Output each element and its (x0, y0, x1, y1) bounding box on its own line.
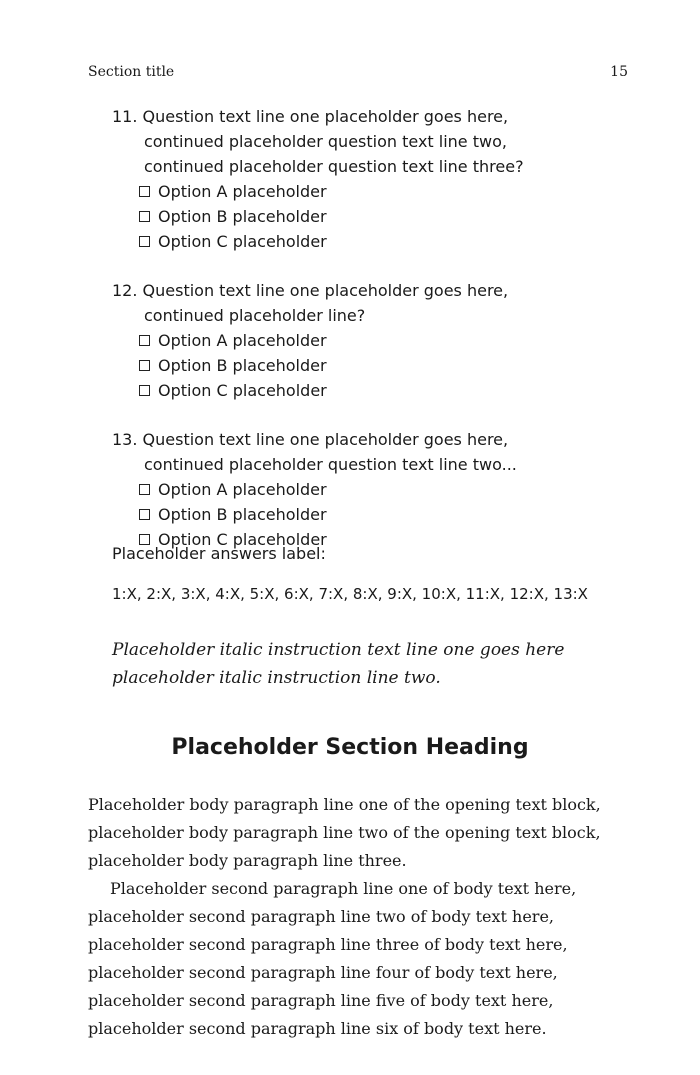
answer-option[interactable] (112, 179, 632, 204)
checkbox-icon[interactable] (139, 509, 150, 520)
paragraph (88, 875, 628, 1043)
body-line: Placeholder second paragraph line one of body text here, (110, 879, 577, 898)
answer-option[interactable] (112, 477, 632, 502)
checkbox-icon[interactable] (139, 484, 150, 495)
question-13 (112, 427, 632, 552)
checkbox-icon[interactable] (139, 186, 150, 197)
question-text: continued placeholder question text line two, (144, 132, 507, 151)
question-text: 13. Question text line one placeholder goes here, (112, 430, 509, 449)
body-line: placeholder second paragraph line five of body text here, (88, 991, 554, 1010)
instruction-text (112, 636, 632, 692)
page-number: 15 (610, 64, 628, 80)
body-line: placeholder second paragraph line two of body text here, (88, 907, 554, 926)
instruction-line: placeholder italic instruction line two. (112, 668, 441, 688)
option-label: Option C placeholder (158, 232, 327, 251)
question-11 (112, 104, 632, 254)
answers-heading: Placeholder answers label: (112, 544, 326, 563)
checkbox-icon[interactable] (139, 236, 150, 247)
answer-option[interactable] (112, 353, 632, 378)
running-header (88, 64, 628, 86)
body-line: placeholder body paragraph line two of the opening text block, (88, 823, 601, 842)
checkbox-icon[interactable] (139, 360, 150, 371)
question-text: 12. Question text line one placeholder goes here, (112, 281, 509, 300)
option-label: Option B placeholder (158, 356, 327, 375)
section-heading: Placeholder Section Heading (171, 735, 529, 760)
checkbox-icon[interactable] (139, 335, 150, 346)
body-line: placeholder second paragraph line three of body text here, (88, 935, 568, 954)
question-text: 11. Question text line one placeholder goes here, (112, 107, 509, 126)
option-label: Option A placeholder (158, 331, 327, 350)
paragraph (88, 791, 628, 875)
answer-option[interactable] (112, 378, 632, 403)
option-label: Option C placeholder (158, 530, 327, 549)
checkbox-icon[interactable] (139, 385, 150, 396)
answer-option[interactable] (112, 204, 632, 229)
answers-key: 1:X, 2:X, 3:X, 4:X, 5:X, 6:X, 7:X, 8:X, 9:X, 10:X, 11:X, 12:X, 13:X (112, 585, 588, 603)
question-12 (112, 278, 632, 403)
body-line: placeholder second paragraph line six of body text here. (88, 1019, 547, 1038)
answer-option[interactable] (112, 502, 632, 527)
quiz-questions (112, 104, 632, 576)
answer-option[interactable] (112, 328, 632, 353)
option-label: Option C placeholder (158, 381, 327, 400)
body-line: placeholder body paragraph line three. (88, 851, 407, 870)
answer-option[interactable] (112, 229, 632, 254)
checkbox-icon[interactable] (139, 211, 150, 222)
body-text (88, 791, 628, 1043)
question-text: continued placeholder question text line three? (144, 157, 524, 176)
instruction-line: Placeholder italic instruction text line one goes here (112, 640, 565, 660)
option-label: Option A placeholder (158, 480, 327, 499)
body-line: Placeholder body paragraph line one of the opening text block, (88, 795, 601, 814)
option-label: Option B placeholder (158, 505, 327, 524)
header-section-title: Section title (88, 64, 175, 80)
question-text: continued placeholder line? (144, 306, 366, 325)
option-label: Option A placeholder (158, 182, 327, 201)
body-line: placeholder second paragraph line four of body text here, (88, 963, 558, 982)
option-label: Option B placeholder (158, 207, 327, 226)
question-text: continued placeholder question text line two... (144, 455, 517, 474)
